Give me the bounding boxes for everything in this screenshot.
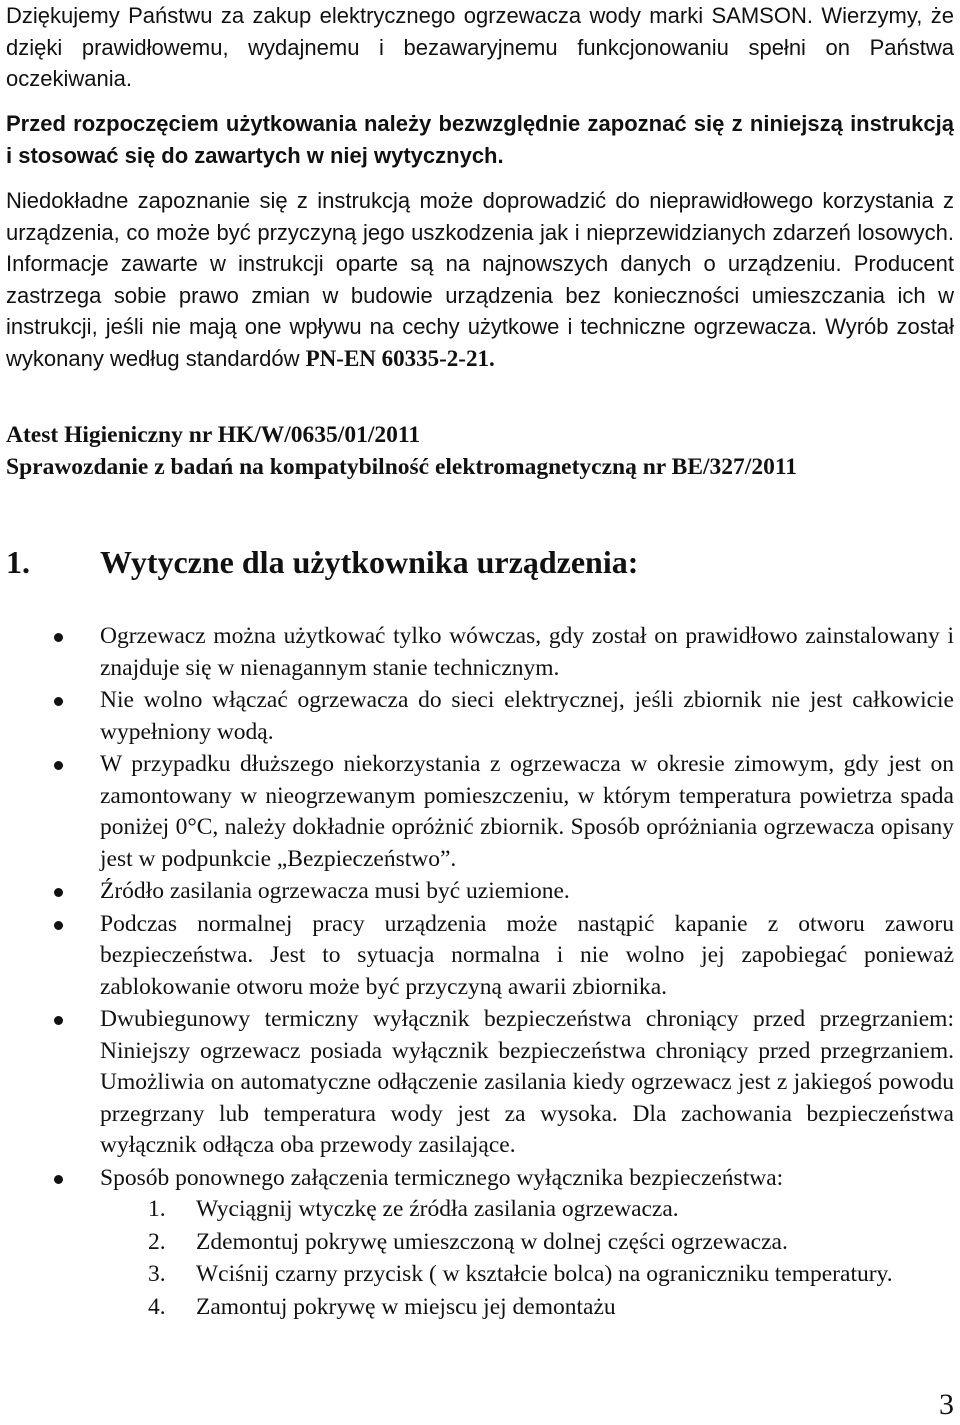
intro-paragraph-thanks: Dziękujemy Państwu za zakup elektrycznego ogrzewacza wody marki SAMSON. Wierzymy, że dzięki prawidłowemu, wydajnemu i bezawaryjnemu funkcjonowaniu spełni on Państwa oczekiwania. xyxy=(6,3,954,91)
list-item xyxy=(0,1163,960,1324)
list-item xyxy=(0,876,960,908)
step-text: Wyciągnij wtyczkę ze źródła zasilania ogrzewacza. xyxy=(196,1196,679,1222)
step-number: 2. xyxy=(148,1228,166,1255)
intro-paragraph-warning: Przed rozpoczęciem użytkowania należy bezwzględnie zapoznać się z niniejszą instrukcją i stosować się do zawartych w niej wytycznych. xyxy=(6,111,954,168)
bullet-icon xyxy=(54,921,63,930)
section-title: Wytyczne dla użytkownika urządzenia: xyxy=(100,544,639,580)
list-item-text: W przypadku dłuższego niekorzystania z ogrzewacza w okresie zimowym, gdy jest on zamontowany w nieogrzewanym pomieszczeniu, w którym temperatura powietrza spada poniżej 0°C, należy dokładnie opróżnić zbiornik. Sposób opróżniania ogrzewacza opisany jest w podpunkcie „Bezpieczeństwo”. xyxy=(100,751,954,872)
bullet-icon xyxy=(54,888,63,897)
step-text: Zamontuj pokrywę w miejscu jej demontażu xyxy=(196,1293,616,1320)
bullet-icon xyxy=(54,697,63,706)
section-heading xyxy=(6,542,638,582)
bullet-icon xyxy=(54,633,63,642)
step-number: 1. xyxy=(148,1196,166,1222)
list-item-text: Ogrzewacz można użytkować tylko wówczas, gdy został on prawidłowo zainstalowany i znajduje się w nienagannym stanie technicznym. xyxy=(100,623,954,681)
emc-test-report: Sprawozdanie z badań na kompatybilność elektromagnetyczną nr BE/327/2011 xyxy=(6,453,798,480)
step-number: 4. xyxy=(148,1293,166,1320)
list-item-text: Sposób ponownego załączenia termicznego wyłącznika bezpieczeństwa: xyxy=(100,1164,784,1191)
bullet-icon xyxy=(54,1175,63,1184)
list-item xyxy=(0,749,960,875)
list-item xyxy=(0,621,960,684)
step-number: 3. xyxy=(148,1261,166,1287)
list-item xyxy=(0,909,960,1004)
standard-reference: PN-EN 60335-2-21. xyxy=(305,345,495,371)
page-number: 3 xyxy=(939,1388,954,1421)
intro-paragraph-details xyxy=(6,185,954,374)
step-item xyxy=(100,1292,954,1324)
list-item-text: Dwubiegunowy termiczny wyłącznik bezpieczeństwa chroniący przed przegrzaniem: Niniejszy ogrzewacz posiada wyłącznik bezpieczeństwa chroniący przed przegrzaniem. Umożliwia on automatyczne odłączenie zasilania kiedy ogrzewacz jest z jakiegoś powodu przegrzany lub temperatura wody jest za wysoka. Dla zachowania bezpieczeństwa wyłącznik odłącza oba przewody zasilające. xyxy=(100,1006,954,1158)
hygiene-certificate: Atest Higieniczny nr HK/W/0635/01/2011 xyxy=(6,422,421,448)
bullet-icon xyxy=(54,761,63,770)
list-item xyxy=(0,685,960,748)
list-item xyxy=(0,1004,960,1162)
step-item xyxy=(100,1227,954,1259)
step-text: Wciśnij czarny przycisk ( w kształcie bolca) na ograniczniku temperatury. xyxy=(196,1261,893,1287)
details-text: Niedokładne zapoznanie się z instrukcją może doprowadzić do nieprawidłowego korzystania z urządzenia, co może być przyczyną jego uszkodzenia jak i nieprzewidzianych zdarzeń losowych. Informacje zawarte w instrukcji oparte są na najnowszych danych o urządzeniu. Producent zastrzega sobie prawo zmian w budowie urządzenia bez konieczności umieszczania ich w instrukcji, jeśli nie mają one wpływu na cechy użytkowe i techniczne ogrzewacza. Wyrób został wykonany według standardów xyxy=(6,188,954,371)
list-item-text: Nie wolno włączać ogrzewacza do sieci elektrycznej, jeśli zbiornik nie jest całkowicie wypełniony wodą. xyxy=(100,687,954,745)
list-item-text: Podczas normalnej pracy urządzenia może nastąpić kapanie z otworu zaworu bezpieczeństwa. Jest to sytuacja normalna i nie wolno jej zapobiegać ponieważ zablokowanie otworu może być przyczyną awarii zbiornika. xyxy=(100,910,954,1000)
step-item xyxy=(100,1194,954,1226)
bullet-icon xyxy=(54,1016,63,1025)
step-text: Zdemontuj pokrywę umieszczoną w dolnej części ogrzewacza. xyxy=(196,1228,788,1255)
step-item xyxy=(100,1259,954,1291)
section-number: 1. xyxy=(6,544,30,580)
reset-steps-list xyxy=(100,1194,954,1323)
certificates xyxy=(6,420,954,483)
list-item-text: Źródło zasilania ogrzewacza musi być uziemione. xyxy=(100,878,570,904)
user-guidelines-list xyxy=(0,621,960,1324)
